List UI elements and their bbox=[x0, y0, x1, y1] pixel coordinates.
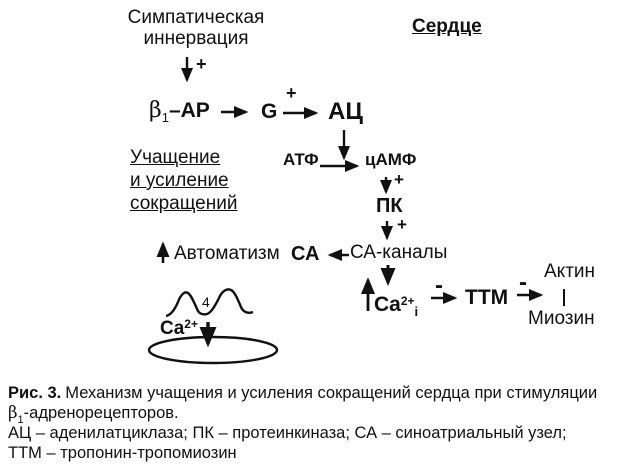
caption-line1-text: Механизм учащения и усиления сокращений сердца при стимуляции bbox=[65, 384, 598, 402]
sa-channels-node: СА-каналы bbox=[350, 242, 448, 263]
camp-node: цАМФ bbox=[365, 150, 417, 169]
beta-symbol: β bbox=[149, 98, 162, 123]
calcium-i-charge: 2+ bbox=[400, 294, 415, 308]
plus-sign-pk-channels: + bbox=[397, 215, 407, 234]
figure-number-label: Рис. 3. bbox=[8, 384, 62, 402]
effect-label bbox=[130, 146, 237, 215]
adenylate-cyclase-node: АЦ bbox=[328, 98, 363, 125]
sympathetic-line1: Симпатическая bbox=[127, 7, 265, 28]
beta-subscript: 1 bbox=[161, 110, 169, 125]
cell-ellipse bbox=[149, 337, 277, 363]
beta1-ar-node bbox=[149, 99, 210, 125]
protein-kinase-node: ПК bbox=[376, 195, 403, 217]
sa-node-label: СА bbox=[291, 243, 320, 265]
plus-sign-innervation: + bbox=[196, 54, 207, 74]
receptor-text: –АР bbox=[168, 99, 210, 122]
sympathetic-line2: иннервация bbox=[143, 27, 249, 49]
caption-beta-symbol: β bbox=[8, 403, 18, 422]
calcium-influx-charge: 2+ bbox=[184, 317, 198, 331]
caption-beta-subscript: 1 bbox=[17, 414, 24, 426]
plus-sign-camp-pk: + bbox=[394, 170, 404, 189]
calcium-i-subscript: i bbox=[414, 304, 419, 319]
phase-4-label: 4 bbox=[202, 294, 210, 310]
caption-line4: ТТМ – тропонин-тропомиозин bbox=[8, 444, 237, 462]
caption-line1 bbox=[8, 383, 597, 403]
caption-line2-text: -адренорецепторов. bbox=[23, 404, 179, 422]
calcium-i-node bbox=[374, 293, 418, 319]
g-protein-node: G bbox=[261, 100, 278, 123]
calcium-i-base: Ca bbox=[374, 293, 401, 316]
atp-node: АТФ bbox=[283, 150, 319, 169]
minus-sign-ttm-actomyosin: - bbox=[519, 269, 527, 296]
effect-line1: Учащение bbox=[130, 147, 221, 168]
plus-sign-g-ac: + bbox=[286, 83, 297, 103]
calcium-influx-label bbox=[160, 318, 198, 340]
calcium-influx-base: Ca bbox=[160, 318, 185, 339]
sympathetic-innervation-label bbox=[116, 8, 276, 50]
ttm-node: ТТМ bbox=[465, 286, 509, 309]
automatism-label: Автоматизм bbox=[174, 243, 280, 264]
heart-title: Сердце bbox=[412, 16, 482, 37]
caption-line3: АЦ – аденилатциклаза; ПК – протеинкиназа; СА – синоатриальный узел; bbox=[8, 424, 567, 442]
effect-line2: и усиление bbox=[130, 170, 229, 191]
minus-sign-calcium-ttm: - bbox=[435, 272, 443, 299]
myosin-node: Миозин bbox=[528, 308, 595, 329]
actin-node: Актин bbox=[544, 261, 596, 282]
effect-line3: сокращений bbox=[130, 193, 238, 214]
